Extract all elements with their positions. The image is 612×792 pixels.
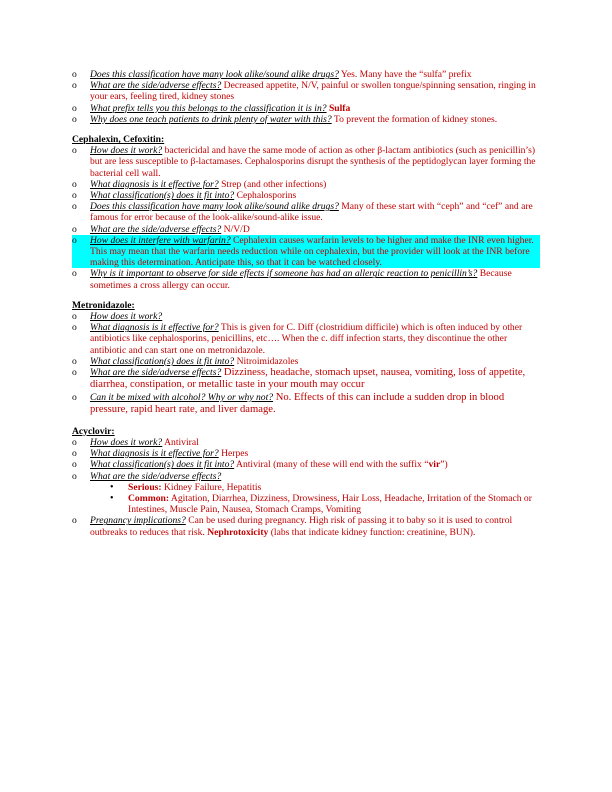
side-effects-list — [90, 482, 540, 516]
answer-bold-text: Sulfa — [328, 102, 351, 114]
answer-text: Can be used during pregnancy. High risk of passing it to baby so it is used to control outbreaks to reduces that risk. — [90, 515, 513, 538]
effect-label: Common: — [128, 492, 170, 504]
hollow-bullet-icon: o — [72, 322, 77, 334]
list-item — [72, 80, 540, 102]
question-text: How does it interfere with warfarin? — [90, 234, 231, 246]
hollow-bullet-icon: o — [72, 391, 77, 403]
answer-text: To prevent the formation of kidney stones. — [331, 113, 498, 125]
hollow-bullet-icon: o — [72, 190, 77, 202]
hollow-bullet-icon: o — [72, 470, 77, 482]
answer-text: Cephalosporins — [234, 190, 297, 202]
effect-label: Serious: — [128, 481, 162, 493]
answer-text: Because sometimes a cross allergy can occur. — [90, 268, 512, 291]
answer-text: Strep (and other infections) — [218, 178, 327, 190]
question-text: What prefix tells you this belongs to the classification it is in? — [90, 102, 327, 114]
answer-text: Many of these start with “ceph” and “cef” and are famous for error because of the look-alike/sound-alike issue. — [90, 201, 533, 224]
list-item — [72, 103, 540, 114]
answer-text: Antiviral (many of these will end with the suffix “ — [234, 459, 429, 471]
answer-text: No. Effects of this can include a sudden drop in blood pressure, rapid heart rate, and liver damage. — [90, 391, 505, 416]
question-text: Does this classification have many look alike/sound alike drugs? — [90, 69, 339, 80]
list-item — [72, 367, 540, 392]
hollow-bullet-icon: o — [72, 311, 77, 323]
hollow-bullet-icon: o — [72, 80, 77, 92]
hollow-bullet-icon: o — [72, 367, 77, 379]
effect-text: Kidney Failure, Hepatitis — [161, 481, 262, 493]
answer-text: Yes. Many have the “sulfa” prefix — [338, 69, 472, 80]
question-text: Can it be mixed with alcohol? Why or why not? — [90, 391, 274, 403]
cephalexin-section — [72, 134, 540, 291]
hollow-bullet-icon: o — [72, 515, 77, 527]
section-title: Acyclovir: — [72, 425, 115, 437]
list-item — [108, 482, 540, 493]
list-item — [72, 268, 540, 290]
answer-text: Cephalexin causes warfarin levels to be higher and make the INR even higher. This may mean that the warfarin needs reduction while on cephalexin, but the provider will look at the INR before making this determination. Anticipate this, so that it can be watched closely. — [90, 234, 534, 269]
hollow-bullet-icon: o — [72, 459, 77, 471]
list-item — [72, 322, 540, 356]
section-title: Metronidazole: — [72, 299, 135, 311]
list-item — [72, 179, 540, 190]
acyclovir-section — [72, 426, 540, 538]
section-title: Cephalexin, Cefoxitin: — [72, 134, 165, 146]
document-content — [72, 69, 540, 547]
question-text: What classification(s) does it fit into? — [90, 190, 235, 202]
answer-text: Decreased appetite, N/V, painful or swollen tongue/spinning sensation, ringing in your ears, feeling tired, kidney stones — [90, 80, 536, 103]
hollow-bullet-icon: o — [72, 268, 77, 280]
question-text: What are the side/adverse effects? — [90, 80, 222, 92]
list-item — [72, 392, 540, 417]
question-text: Why is it important to observe for side effects if someone has had an allergic reaction to penicillin’s? — [90, 268, 478, 280]
question-text: What are the side/adverse effects? — [90, 223, 222, 235]
list-item — [72, 437, 540, 448]
question-text: How does it work? — [90, 311, 163, 323]
list-item — [72, 356, 540, 367]
question-text: Does this classification have many look alike/sound alike drugs? — [90, 201, 339, 213]
hollow-bullet-icon: o — [72, 145, 77, 157]
question-text: What diagnosis is it effective for? — [90, 322, 219, 334]
question-list — [72, 69, 540, 125]
answer-text: bactericidal and have the same mode of action as other β-lactam antibiotics (such as penicillin’s) but are less susceptible to β-lactamases. Cephalosporins disrupt the synthesis of the peptidoglycan layer forming the bacterial cell wall. — [90, 145, 536, 179]
question-list — [72, 437, 540, 538]
list-item — [72, 69, 540, 80]
question-list — [72, 145, 540, 291]
highlighted-list-item — [72, 235, 540, 269]
answer-text: ”) — [440, 459, 448, 471]
hollow-bullet-icon: o — [72, 223, 77, 235]
effect-text: Agitation, Diarrhea, Dizziness, Drowsiness, Hair Loss, Headache, Irritation of the Stomach or Intestines, Muscle Pain, Nausea, Stomach Cramps, Vomiting — [128, 492, 532, 516]
hollow-bullet-icon: o — [72, 436, 77, 448]
hollow-bullet-icon: o — [72, 201, 77, 213]
question-text: What classification(s) does it fit into? — [90, 355, 235, 367]
list-item — [72, 224, 540, 235]
question-text: How does it work? — [90, 145, 163, 157]
answer-bold-text: Nephrotoxicity — [207, 526, 269, 538]
list-item — [72, 190, 540, 201]
answer-text: (labs that indicate kidney function: creatinine, BUN). — [268, 526, 476, 538]
bullet-icon: • — [110, 481, 114, 493]
list-item — [72, 201, 540, 223]
answer-text: N/V/D — [221, 223, 250, 235]
list-item — [72, 515, 540, 537]
answer-text: Herpes — [218, 448, 249, 460]
list-item — [72, 459, 540, 470]
question-text: How does it work? — [90, 436, 163, 448]
list-item — [72, 471, 540, 516]
question-text: What classification(s) does it fit into? — [90, 459, 235, 471]
hollow-bullet-icon: o — [72, 113, 77, 125]
hollow-bullet-icon: o — [72, 69, 77, 80]
hollow-bullet-icon: o — [72, 355, 77, 367]
answer-text: Dizziness, headache, stomach upset, nausea, vomiting, loss of appetite, diarrhea, constipation, or metallic taste in your mouth may occur — [90, 367, 526, 391]
metronidazole-section — [72, 300, 540, 417]
list-item — [72, 311, 540, 322]
question-text: Pregnancy implications? — [90, 515, 186, 527]
question-text: Why does one teach patients to drink plenty of water with this? — [90, 113, 332, 125]
list-item — [72, 448, 540, 459]
question-text: What are the side/adverse effects? — [90, 470, 222, 482]
list-item — [72, 145, 540, 179]
list-item — [72, 114, 540, 125]
sulfonamide-section — [72, 69, 540, 125]
question-list — [72, 311, 540, 417]
hollow-bullet-icon: o — [72, 102, 77, 114]
answer-bold-text: vir — [428, 459, 441, 471]
hollow-bullet-icon: o — [72, 178, 77, 190]
hollow-bullet-icon: o — [72, 448, 77, 460]
answer-text: This is given for C. Diff (clostridium difficile) which is often induced by other antibiotics like cephalosporins, penicillins, etc…. When the c. diff infection starts, they discontinue the other antibiotic and can start one on metronidazole. — [90, 322, 523, 356]
question-text: What are the side/adverse effects? — [90, 367, 222, 379]
answer-text: Antiviral — [162, 436, 199, 448]
list-item — [108, 493, 540, 515]
hollow-bullet-icon: o — [72, 234, 77, 246]
answer-text: Nitroimidazoles — [234, 355, 299, 367]
question-text: What diagnosis is it effective for? — [90, 178, 219, 190]
question-text: What diagnosis is it effective for? — [90, 448, 219, 460]
bullet-icon: • — [110, 492, 114, 504]
